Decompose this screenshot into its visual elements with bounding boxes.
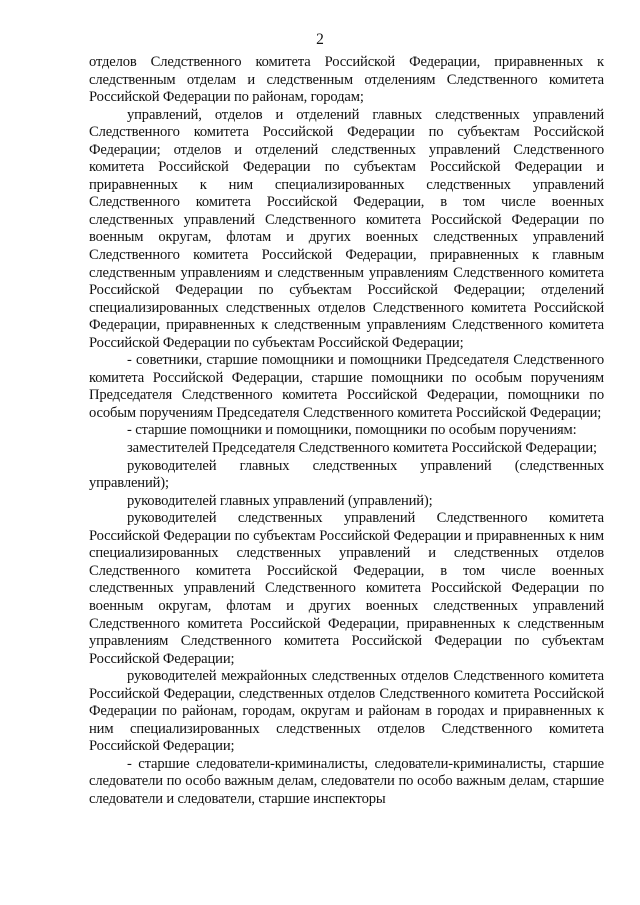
paragraph: руководителей главных управлений (управлений);	[127, 492, 433, 509]
list-item-advisors: - советники, старшие помощники и помощники Председателя Следственного комитета Российской Федерации, старшие помощники по особым поручениям Председателя Следственного комитета Российской Федерации, помощники по особым поручениям Председателя Следственного комитета Российской Федерации;	[89, 352, 604, 421]
page-number: 2	[316, 31, 324, 48]
list-item-assistants: - старшие помощники и помощники, помощники по особым поручениям:	[127, 422, 577, 439]
paragraph: руководителей главных следственных управлений (следственных управлений);	[89, 457, 604, 492]
paragraph: руководителей межрайонных следственных отделов Следственного комитета Российской Федерации, следственных отделов Следственного комитета Российской Федерации по районам, городам, округам и районам в городах и приравненных к ним специализированных следственных отделов Следственного комитета Российской Федерации;	[89, 668, 604, 755]
document-body	[89, 54, 604, 809]
paragraph: отделов Следственного комитета Российской Федерации, приравненных к следственным отделам и следственным отделениям Следственного комитета Российской Федерации по районам, городам;	[89, 54, 604, 106]
paragraph: управлений, отделов и отделений главных следственных управлений Следственного комитета Российской Федерации по субъектам Российской Федерации; отделов и отделений следственных управлений Следственного комитета Российской Федерации по субъектам Российской Федерации и приравненных к ним специализированных следственных управлений Следственного комитета Российской Федерации, в том числе военных следственных управлений Следственного комитета Российской Федерации по военным округам, флотам и других военных следственных управлений Следственного комитета Российской Федерации, приравненных к главным следственным управлениям и следственным управлениям Следственного комитета Российской Федерации по субъектам Российской Федерации; отделений специализированных следственных отделов Следственного комитета Российской Федерации, приравненных к следственным управлениям Следственного комитета Российской Федерации по субъектам Российской Федерации;	[89, 106, 604, 351]
list-item-investigators: - старшие следователи-криминалисты, следователи-криминалисты, старшие следователи по особо важным делам, следователи по особо важным делам, старшие следователи и следователи, старшие инспекторы	[89, 755, 604, 807]
paragraph: заместителей Председателя Следственного комитета Российской Федерации;	[127, 440, 597, 457]
paragraph: руководителей следственных управлений Следственного комитета Российской Федерации по субъектам Российской Федерации и приравненных к ним специализированных следственных управлений и следственных отделов Следственного комитета Российской Федерации, в том числе военных следственных управлений Следственного комитета Российской Федерации по военным округам, флотам и других военных следственных управлений Следственного комитета Российской Федерации, приравненных к следственным управлениям Следственного комитета Российской Федерации по субъектам Российской Федерации;	[89, 510, 604, 667]
